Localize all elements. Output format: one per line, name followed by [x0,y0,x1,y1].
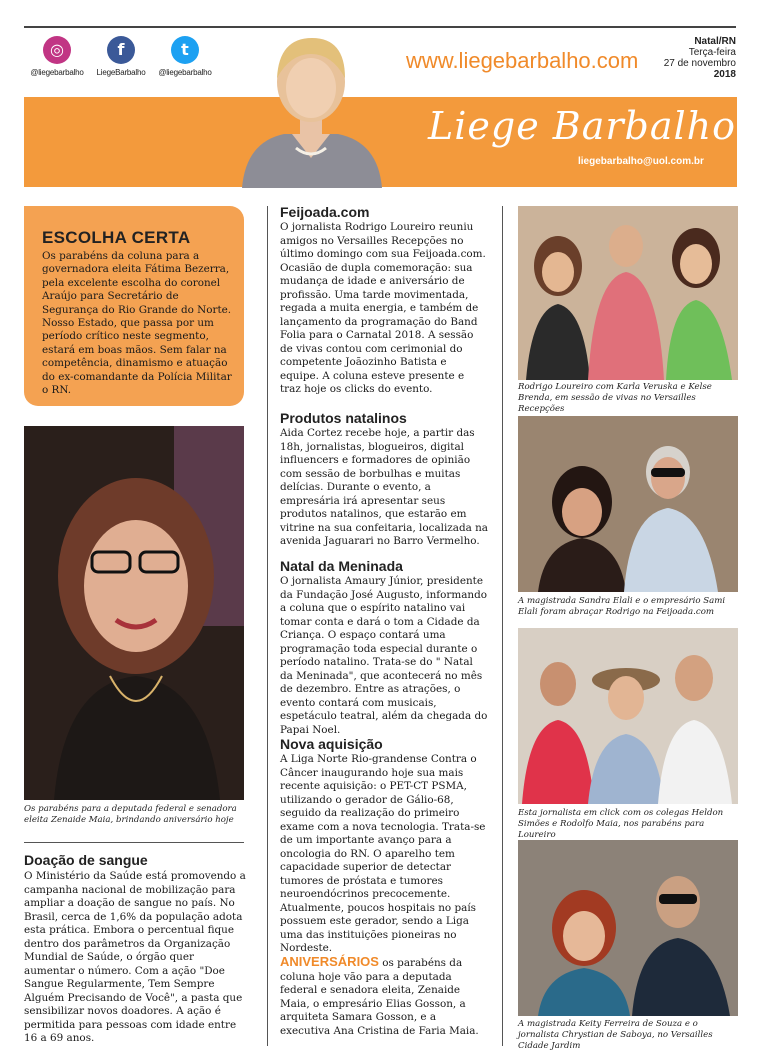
photo-caption-rodrigo: Rodrigo Loureiro com Karla Veruska e Kelse Brenda, em sessão de vivas no Versailles Recepções [518,382,712,414]
edition-day: 27 de novembro [663,58,736,69]
social-instagram[interactable] [22,36,92,77]
highlight-title: ESCOLHA CERTA [42,228,191,247]
columnist-portrait [232,30,390,188]
article-text: O jornalista Rodrigo Loureiro reuniu amigos no Versailles Recepções no último domingo com sua Feijoada.com. Ocasião de dupla comemoração: sua mudança de idade e aniversário de profissão. Uma tarde movimentada, regada a muita energia, e também de lançamento da programação do Band Folia para o Carnatal 2018. A sessão de vivas contou com cerimonial do competente Joãozinho Batista e equipe. A coluna esteve presente e traz hoje os clicks do evento. [280,221,486,395]
article-text [280,955,488,1038]
photo-caption-heldon: Esta jornalista em click com os colegas Heldon Simões e Rodolfo Maia, nos parabéns para Loureiro [518,808,724,840]
article-title: Doação de sangue [24,852,148,868]
instagram-icon: ◎ [43,36,71,64]
article-title: Nova aquisição [280,736,383,752]
column-rule [267,206,268,1046]
photo-zenaide [24,426,244,800]
article-text: O jornalista Amaury Júnior, presidente da Fundação José Augusto, informando a coluna que o espírito natalino vai tomar conta e dará o tom a Cidade da Criança. O espaço contará uma programação toda especial durante o período natalino. Trata-se do " Natal da Meninada", que acontecerá no mês de dezembro. Entre as atrações, o evento contará com musicais, espetáculo teatral, além da chegada do Papai Noel. [280,575,488,736]
article-text: O Ministério da Saúde está promovendo a campanha nacional de mobilização para ampliar a doação de sangue no país. No Brasil, cerca de 1,6% da população adota esta prática. Embora o percentual fique dentro dos parâmetros da Organização Mundial de Saúde, o órgão quer aumentar o número. Com a ação "Doe Sangue Regularmente, Tem Sempre Alguém Precisando de Você", a pasta que sensibilizar novos doadores. A ação é permitida para pessoas com idade entre 16 a 69 anos. [24,870,246,1044]
edition-weekday: Terça-feira [688,47,736,58]
article-aniversarios [280,955,488,1038]
aniversarios-body: os parabéns da coluna hoje vão para a deputada federal e senadora eleita, Zenaide Maia, o empresário Elias Gosson, a arquiteta Samara Gosson, e a executiva Ana Cristina de Faria Maia. [280,957,479,1037]
highlight-text: Os parabéns da coluna para a governadora eleita Fátima Bezerra, pela excelente escolha do coronel Araújo para Secretário de Segurança do Rio Grande do Norte. Nosso Estado, que passa por um período crítico neste segmento, estará em boas mãos. Sem falar na competência, dinamismo e atuação do ex-comandante da Polícia Militar o RN. [42,250,232,397]
instagram-handle: @liegebarbalho [30,68,84,77]
divider [24,842,244,843]
top-rule [24,26,736,28]
article-aquisicao [280,736,488,956]
photo-caption-keity: A magistrada Keity Ferreira de Souza e o jornalista Chrystian de Saboya, no Versailles Cidade Jardim [518,1019,713,1051]
article-produtos [280,410,488,549]
article-title: Feijoada.com [280,204,370,220]
website-link[interactable]: www.liegebarbalho.com [406,48,639,73]
column-brand: Liege Barbalho [428,104,736,148]
article-title: Produtos natalinos [280,410,407,426]
facebook-icon: f [107,36,135,64]
facebook-handle: LiegeBarbalho [96,68,146,77]
contact-email[interactable]: liegebarbalho@uol.com.br [578,156,704,167]
social-facebook[interactable] [86,36,156,77]
photo-caption-zenaide: Os parabéns para a deputada federal e senadora eleita Zenaide Maia, brindando aniversário hoje [24,804,237,825]
twitter-handle: @liegebarbalho [158,68,212,77]
photo-rodrigo [518,206,738,380]
article-natal [280,558,488,737]
column-rule [502,206,503,1046]
edition-city: Natal/RN [694,36,736,47]
twitter-icon: t [171,36,199,64]
photo-caption-elali: A magistrada Sandra Elali e o empresário Sami Elali foram abraçar Rodrigo na Feijoada.com [518,596,726,617]
article-text: Aida Cortez recebe hoje, a partir das 18h, jornalistas, blogueiros, digital influencers e formadores de opinião com sessão de borbulhas e muitas delícias. Durante o evento, a empresária irá apresentar seus produtos natalinos, que estarão em vitrine na sua confeitaria, localizada na avenida Jaguarari no Barro Vermelho. [280,427,489,547]
article-title: Natal da Meninada [280,558,403,574]
article-feijoada [280,204,488,397]
photo-keity [518,840,738,1016]
edition-year: 2018 [713,69,736,80]
article-text: A Liga Norte Rio-grandense Contra o Câncer inaugurando hoje sua mais recente aquisição: o PET-CT PSMA, utilizando o gerador de Gálio-68, seguido da realização do primeiro exame com a nova tecnologia. Trata-se de um importante avanço para a oncologia do RN. O aparelho tem capacidade superior de detectar tumores de próstata e tumores neuroendócrinos precocemente. Atualmente, poucos hospitais no país possuem este gerador, sendo a Liga uma das instituições pioneiras no Nordeste. [280,753,486,954]
article-doacao [24,852,246,1046]
social-twitter[interactable] [150,36,220,77]
edition-date [664,36,736,80]
photo-heldon [518,628,738,804]
aniversarios-title: ANIVERSÁRIOS [280,954,379,969]
highlight-box [24,206,244,406]
photo-elali [518,416,738,592]
